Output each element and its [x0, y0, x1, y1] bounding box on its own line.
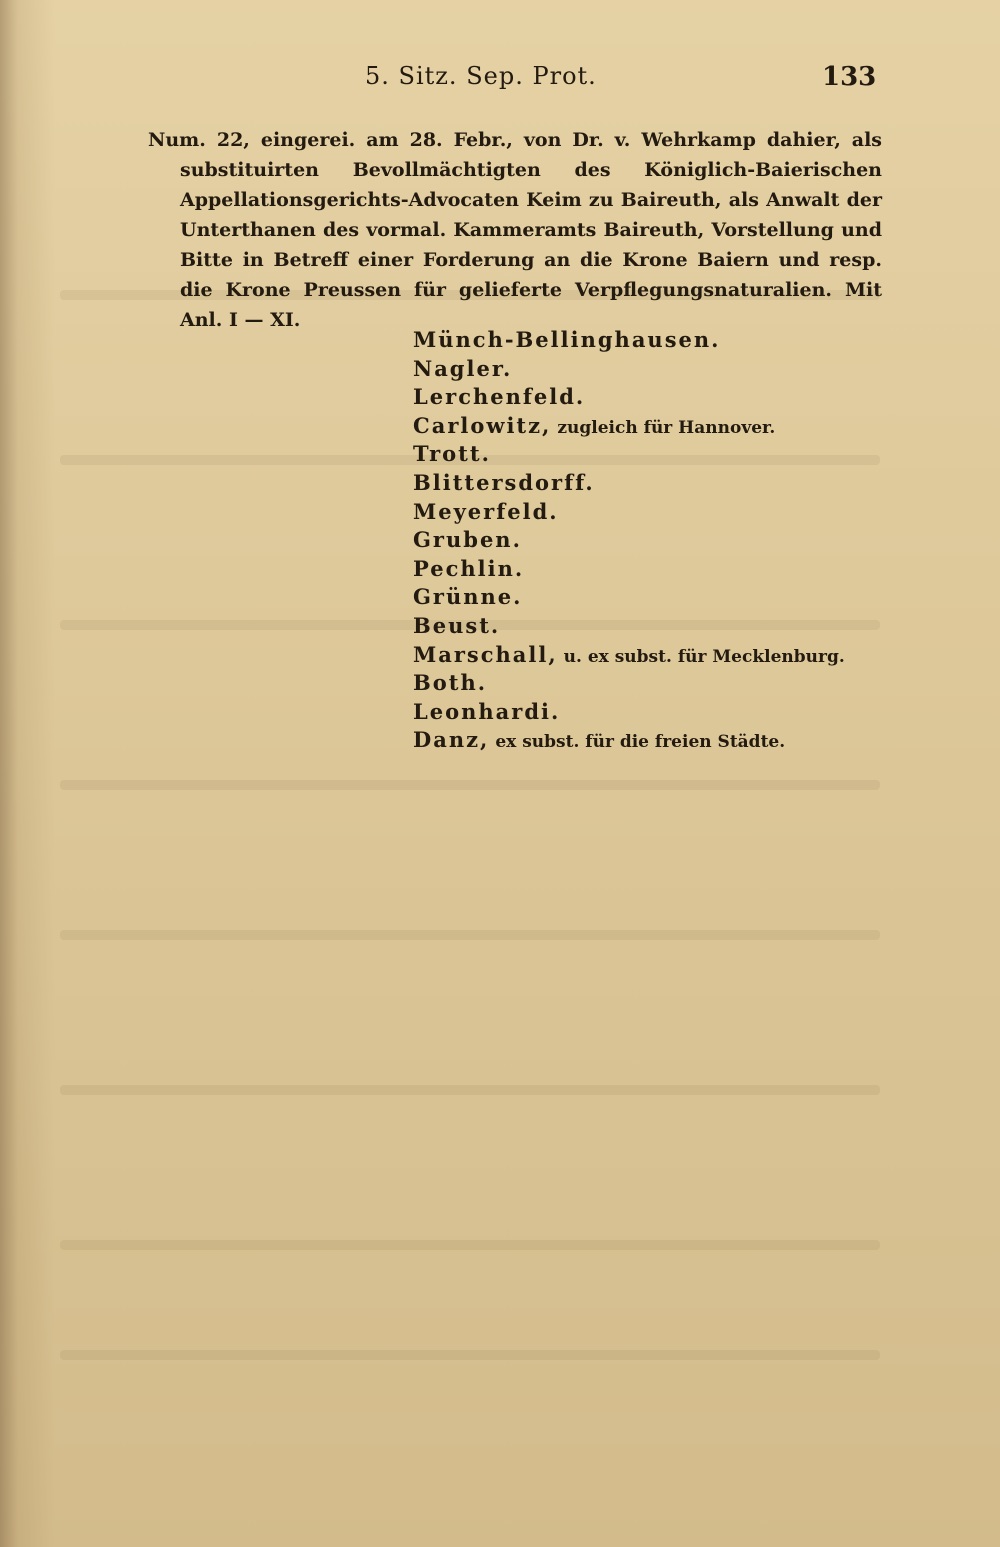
signatory-name: Münch-Bellinghausen. [413, 327, 721, 352]
show-through-line [60, 1240, 880, 1250]
show-through-line [60, 930, 880, 940]
page-number: 133 [822, 62, 877, 92]
running-head: 5. Sitz. Sep. Prot. [365, 62, 597, 90]
signatory-name: Leonhardi. [413, 698, 561, 724]
signatory-line [413, 469, 933, 498]
signatory-name: Beust. [413, 612, 501, 638]
signatory-line [413, 612, 933, 641]
signatory-name: Lerchenfeld. [413, 384, 586, 410]
signatory-line [413, 440, 933, 469]
signatory-name: Carlowitz, [413, 412, 552, 438]
page-header [0, 62, 1000, 102]
signatory-name: Marschall, [413, 641, 558, 667]
signatory-name: Blittersdorff. [413, 469, 595, 495]
signatory-line [413, 641, 933, 670]
signatory-name: Trott. [413, 441, 491, 467]
signatory-name: Danz, [413, 727, 490, 753]
signatory-line [413, 698, 933, 727]
signatory-line [413, 555, 933, 584]
signatory-name: Pechlin. [413, 555, 525, 581]
signatory-line [413, 326, 933, 355]
signatory-line [413, 526, 933, 555]
show-through-line [60, 1085, 880, 1095]
signatory-name: Nagler. [413, 355, 513, 381]
signatory-line [413, 669, 933, 698]
signatory-name: Both. [413, 670, 488, 696]
signatory-note: ex subst. für die freien Städte. [495, 732, 786, 753]
signatory-note: zugleich für Hannover. [557, 417, 776, 438]
signatory-name: Meyerfeld. [413, 498, 559, 524]
petition-entry: Num. 22, eingerei. am 28. Febr., von Dr. v. Wehrkamp dahier, als substituirten Bevollmächtigten des Königlich-Baierischen Appellationsgerichts-Advocaten Keim zu Baireuth, als Anwalt der Unterthanen des vormal. Kammeramts Baireuth, Vorstellung und Bitte in Betreff einer Forderung an die Krone Baiern und resp. die Krone Preussen für gelieferte Verpflegungsnaturalien. Mit Anl. I — XI. [148, 129, 882, 331]
signatory-line [413, 355, 933, 384]
signatory-line [413, 383, 933, 412]
signatory-line [413, 583, 933, 612]
signatory-name: Grünne. [413, 584, 523, 610]
signatory-list [413, 326, 933, 755]
show-through-line [60, 780, 880, 790]
signatory-name: Gruben. [413, 527, 522, 553]
show-through-line [60, 1350, 880, 1360]
signatory-line [413, 726, 933, 755]
signatory-line [413, 412, 933, 441]
signatory-line [413, 498, 933, 527]
signatory-note: u. ex subst. für Mecklenburg. [563, 646, 845, 667]
